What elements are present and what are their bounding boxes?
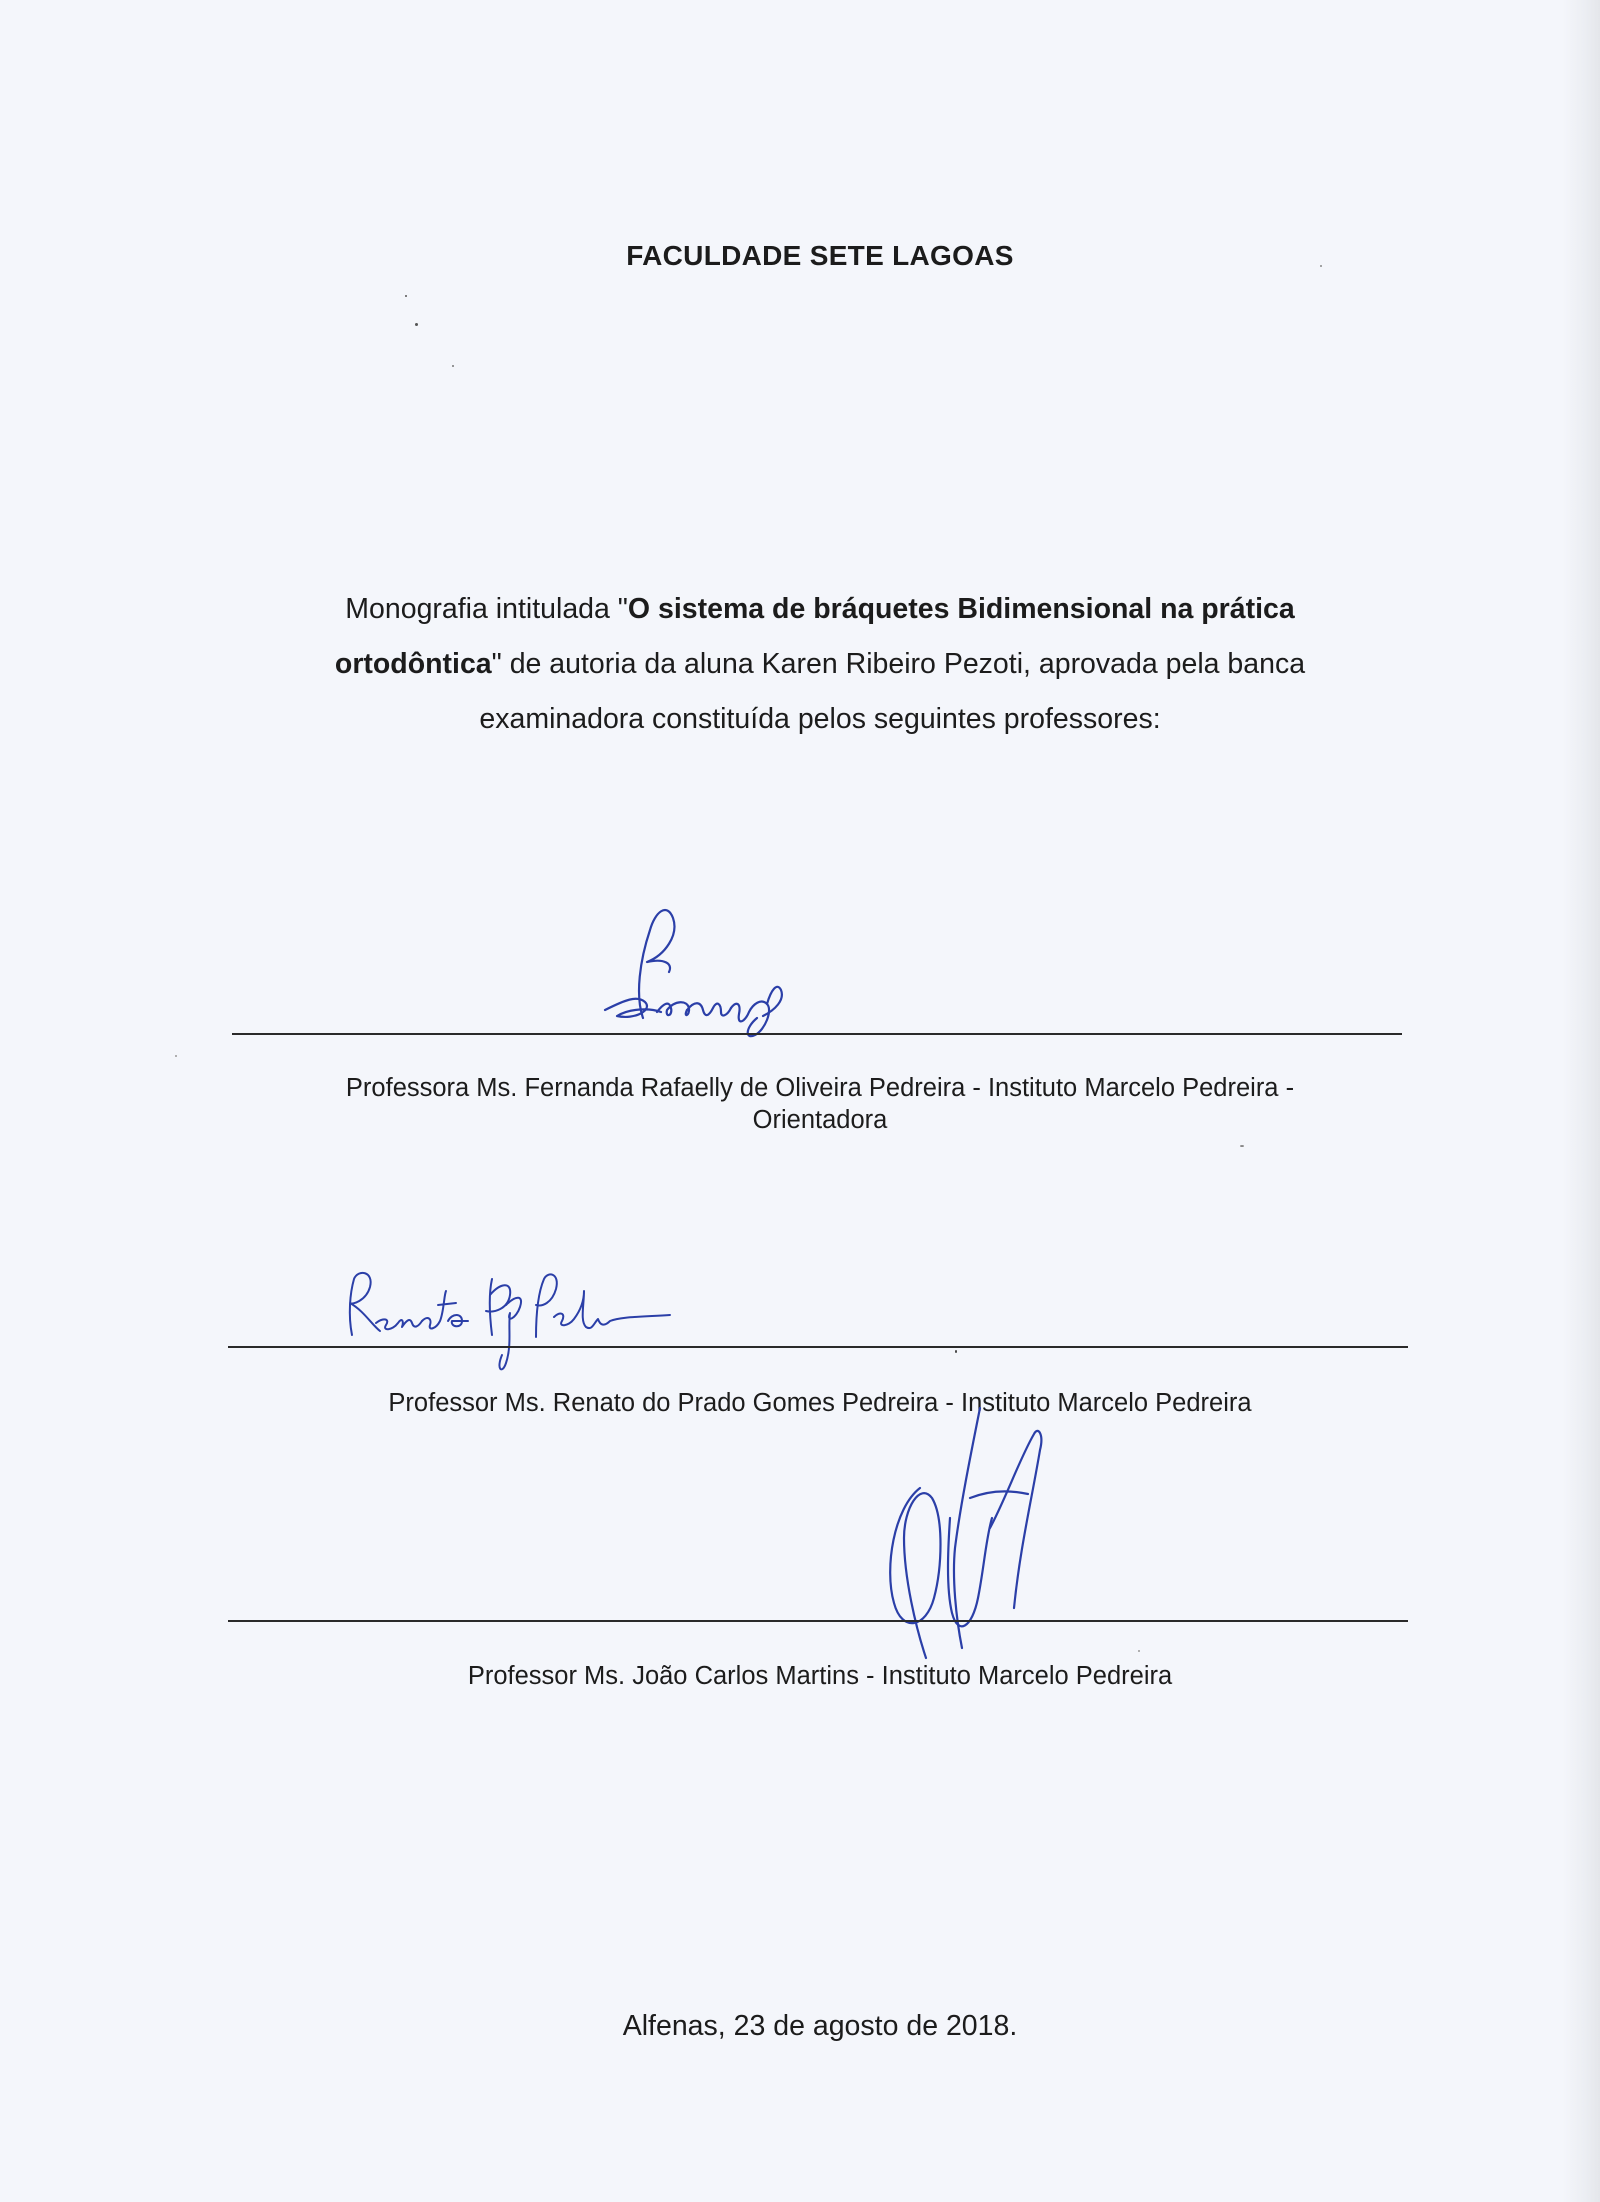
examiner-1-name: Professora Ms. Fernanda Rafaelly de Oliveira Pedreira - Instituto Marcelo Pedreira - — [345, 1074, 1295, 1102]
scan-speck — [1138, 1650, 1140, 1652]
scan-speck — [452, 365, 454, 367]
scan-speck — [955, 1350, 957, 1353]
scan-speck — [405, 295, 407, 297]
scan-speck — [175, 1055, 177, 1057]
examiner-1-role: Orientadora — [752, 1106, 888, 1134]
examiner-3-name: Professor Ms. João Carlos Martins - Instituto Marcelo Pedreira — [467, 1662, 1173, 1690]
scan-speck — [1320, 265, 1322, 267]
thesis-title: O sistema de bráquetes Bidimensional na prática ortodôntica — [334, 593, 1295, 680]
signature-line-2 — [228, 1346, 1408, 1348]
approval-text-body: " de autoria da aluna Karen Ribeiro Pezoti, aprovada pela banca examinadora constituída pelos seguintes professores: — [479, 648, 1306, 735]
signature-joao — [860, 1398, 1060, 1668]
signature-fernanda — [595, 900, 815, 1080]
signature-line-1 — [232, 1033, 1402, 1035]
signature-renato — [340, 1265, 680, 1385]
examiner-2-name: Professor Ms. Renato do Prado Gomes Pedreira - Instituto Marcelo Pedreira — [388, 1389, 1252, 1417]
location-date: Alfenas, 23 de agosto de 2018. — [622, 2010, 1018, 2042]
approval-statement — [280, 582, 1360, 747]
examiner-1 — [0, 1072, 1600, 1136]
examiner-3 — [0, 1660, 1600, 1692]
scan-speck — [415, 323, 418, 326]
institution-name: FACULDADE SETE LAGOAS — [626, 240, 1014, 271]
scan-speck — [1240, 1145, 1244, 1147]
approval-text-intro: Monografia intitulada " — [345, 593, 628, 625]
examiner-2 — [0, 1387, 1600, 1419]
signature-line-3 — [228, 1620, 1408, 1622]
